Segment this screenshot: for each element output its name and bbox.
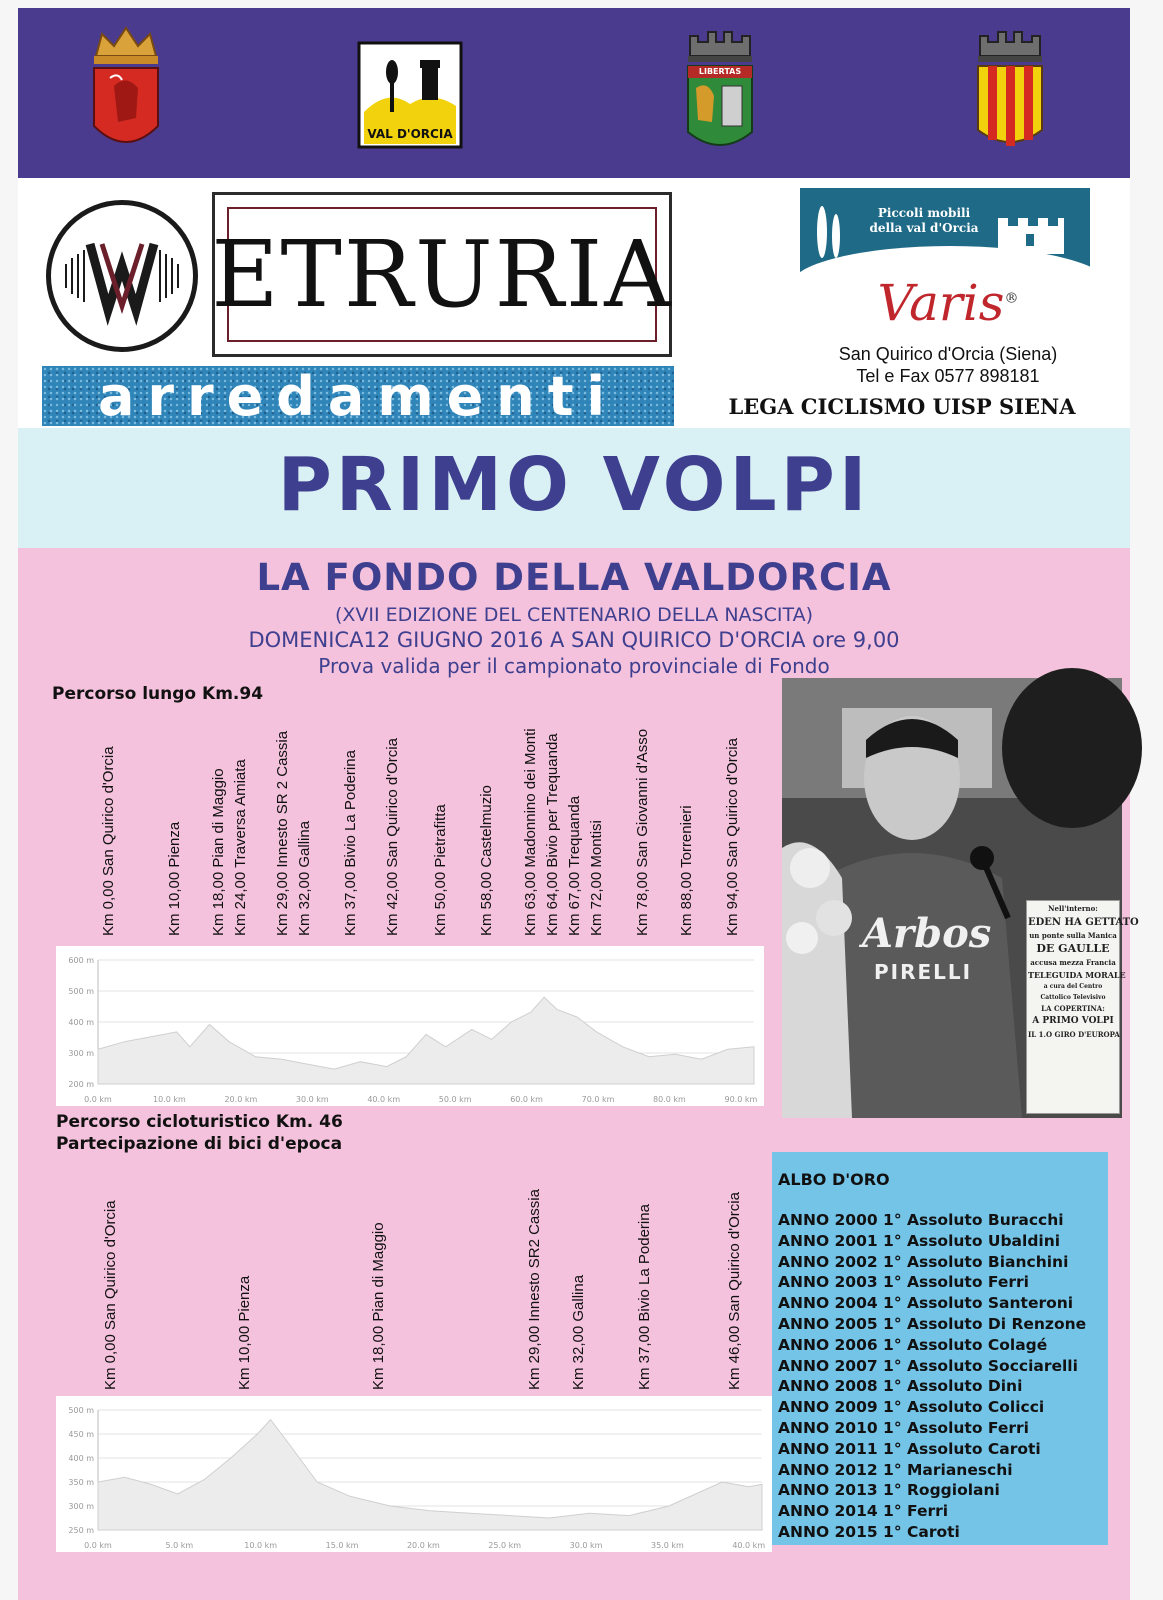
waypoint-label: Km 32,00 Gallina [570,1274,587,1390]
x-tick-label: 10.0 km [153,1095,186,1104]
newspaper-line: TELEGUIDA MORALE [1028,970,1126,981]
waypoint-label: Km 37,00 Bivio La Poderina [342,750,359,936]
jersey-text: Arbos [862,910,992,957]
valdorcia-logo [358,42,462,148]
event-edition: (XVII EDIZIONE DEL CENTENARIO DELLA NASCITA) [334,604,814,626]
albo-doro-entry: ANNO 2015 1° Caroti [778,1522,960,1541]
newspaper-line: IL 1.O GIRO D'EUROPA [1028,1029,1120,1039]
elevation-area [98,997,754,1084]
short-route-subheading: Partecipazione di bici d'epoca [56,1134,343,1154]
x-tick-label: 5.0 km [165,1541,194,1550]
albo-doro-entry: ANNO 2002 1° Assoluto Bianchini [778,1252,1069,1271]
varis-brand: Varis® [877,274,1019,332]
event-name: LA FONDO DELLA VALDORCIA [256,556,892,599]
y-tick-label: 400 m [68,1018,94,1027]
waypoint-label: Km 58,00 Castelmuzio [478,785,495,936]
y-tick-label: 300 m [68,1502,94,1511]
waypoint-label: Km 42,00 San Quirico d'Orcia [384,738,401,936]
short-route-profile [56,1396,772,1552]
waypoint-label: Km 67,00 Trequanda [566,795,583,936]
tower-lion-crest-icon [682,22,758,156]
arredamenti-text: arredamenti [97,364,619,428]
varis-tel: Tel e Fax 0577 898181 [856,366,1040,386]
short-route-heading: Percorso cicloturistico Km. 46 [56,1112,343,1132]
long-route-heading: Percorso lungo Km.94 [52,684,264,704]
albo-doro-entry: ANNO 2011 1° Assoluto Caroti [778,1439,1041,1458]
albo-doro-entry: ANNO 2012 1° Marianeschi [778,1460,1013,1479]
albo-doro-entry: ANNO 2004 1° Assoluto Santeroni [778,1294,1074,1313]
x-tick-label: 25.0 km [488,1541,522,1550]
jersey-sponsor: PIRELLI [874,960,973,984]
waypoint-label: Km 10,00 Pienza [236,1275,253,1390]
albo-doro-entry: ANNO 2007 1° Assoluto Socciarelli [778,1356,1078,1375]
crest-band [18,8,1130,178]
waypoint-label: Km 94,00 San Quirico d'Orcia [724,738,741,936]
albo-doro-entry: ANNO 2003 1° Assoluto Ferri [778,1273,1029,1292]
albo-doro-entry: ANNO 2005 1° Assoluto Di Renzone [778,1314,1087,1333]
x-tick-label: 30.0 km [295,1095,329,1104]
albo-doro-list [778,1210,1086,1543]
waypoint-label: Km 29,00 Innesto SR2 Cassia [526,1189,543,1390]
long-route-profile [56,946,764,1106]
waypoint-label: Km 64,00 Bivio per Trequanda [544,733,561,936]
waypoint-label: Km 72,00 Montisi [588,820,605,936]
waypoint-label: Km 0,00 San Quirico d'Orcia [100,746,117,936]
y-tick-label: 450 m [68,1430,94,1439]
albo-doro-entry: ANNO 2006 1° Assoluto Colagé [778,1335,1048,1354]
event-body [18,548,1139,1600]
varis-city: San Quirico d'Orcia (Siena) [838,344,1058,364]
x-tick-label: 50.0 km [438,1095,472,1104]
crest3-text: LIBERTAS [698,67,742,76]
albo-doro-box [772,1152,1108,1545]
sponsor-logo-area [18,178,1130,428]
varis-banner-line1: Piccoli mobili [877,206,971,220]
cypress-trees-icon [814,200,844,270]
albo-doro-entry: ANNO 2001 1° Assoluto Ubaldini [778,1231,1061,1250]
newspaper-line: a cura del Centro [1043,982,1103,990]
y-tick-label: 500 m [68,1406,94,1415]
title-band [18,428,1130,548]
newspaper-line: LA COPERTINA: [1041,1004,1105,1014]
newspaper-clipping [1026,900,1139,1114]
x-tick-label: 20.0 km [224,1095,258,1104]
etruria-logo-text: ETRURIA [211,221,673,328]
waypoint-label: Km 46,00 San Quirico d'Orcia [726,1192,743,1390]
event-date: DOMENICA12 GIUGNO 2016 A SAN QUIRICO D'ORCIA ore 9,00 [248,628,900,652]
event-note: Prova valida per il campionato provinciale di Fondo [318,654,830,678]
elevation-area [98,1420,762,1530]
x-tick-label: 20.0 km [406,1541,440,1550]
albo-doro-entry: ANNO 2014 1° Ferri [778,1502,949,1521]
y-tick-label: 250 m [68,1526,94,1535]
waypoint-label: Km 18,00 Pian di Maggio [370,1222,387,1390]
y-tick-label: 600 m [68,956,94,965]
page-title: PRIMO VOLPI [277,442,871,528]
x-tick-label: 40.0 km [367,1095,401,1104]
waypoint-label: Km 63,00 Madonnino dei Monti [522,728,539,936]
cyclist-photo [782,678,1139,1118]
x-tick-label: 10.0 km [244,1541,278,1550]
newspaper-line: accusa mezza Francia [1030,958,1116,968]
varis-banner-line2: della val d'Orcia [869,221,979,235]
y-tick-label: 200 m [68,1080,94,1089]
newspaper-line: Nell'interno: [1048,904,1098,913]
league-name: LEGA CICLISMO UISP SIENA [728,394,1076,419]
newspaper-line: A PRIMO VOLPI [1032,1015,1114,1026]
waypoint-label: Km 32,00 Gallina [296,820,313,936]
etruria-logo [212,192,672,357]
striped-crest-icon [972,22,1048,152]
waypoint-label: Km 0,00 San Quirico d'Orcia [102,1200,119,1390]
x-tick-label: 80.0 km [653,1095,686,1104]
y-tick-label: 400 m [68,1454,94,1463]
castle-tower-icon [996,204,1066,254]
x-tick-label: 70.0 km [581,1095,615,1104]
y-tick-label: 500 m [68,987,94,996]
waypoint-label: Km 29,00 Innesto SR 2 Cassia [274,730,291,936]
valdorcia-logo-text: VAL D'ORCIA [367,127,453,141]
x-tick-label: 60.0 km [510,1095,543,1104]
newspaper-line: EDEN HA GETTATO [1028,916,1139,928]
albo-doro-entry: ANNO 2009 1° Assoluto Colicci [778,1398,1045,1417]
newspaper-line: Cattolico Televisivo [1040,993,1106,1001]
waypoint-label: Km 18,00 Pian di Maggio [210,768,227,936]
albo-doro-title: ALBO D'ORO [778,1170,890,1189]
x-tick-label: 35.0 km [650,1541,684,1550]
x-tick-label: 0.0 km [84,1541,112,1550]
y-tick-label: 350 m [68,1478,94,1487]
newspaper-line: un ponte sulla Manica [1029,930,1117,940]
x-tick-label: 30.0 km [569,1541,603,1550]
x-tick-label: 40.0 km [732,1541,766,1550]
varis-banner [800,188,1090,284]
y-tick-label: 300 m [68,1049,94,1058]
short-route-elevation-chart [56,1396,772,1552]
long-route-elevation-chart [56,946,764,1106]
waypoint-label: Km 50,00 Pietrafitta [432,804,449,936]
x-tick-label: 90.0 km [724,1095,758,1104]
arredamenti-bar [42,366,674,426]
etruria-monogram-icon [46,200,198,352]
waypoint-label: Km 24,00 Traversa Amiata [232,759,249,936]
waypoint-label: Km 88,00 Torrenieri [678,805,695,936]
albo-doro-entry: ANNO 2010 1° Assoluto Ferri [778,1418,1029,1437]
albo-doro-entry: ANNO 2008 1° Assoluto Dini [778,1377,1023,1396]
x-tick-label: 0.0 km [84,1095,112,1104]
waypoint-label: Km 78,00 San Giovanni d'Asso [634,728,651,936]
waypoint-label: Km 37,00 Bivio La Poderina [636,1204,653,1390]
x-tick-label: 15.0 km [325,1541,359,1550]
albo-doro-entry: ANNO 2013 1° Roggiolani [778,1481,1000,1500]
albo-doro-entry: ANNO 2000 1° Assoluto Buracchi [778,1211,1064,1229]
newspaper-line: DE GAULLE [1036,942,1110,956]
waypoint-label: Km 10,00 Pienza [166,821,183,936]
crown-lion-crest-icon [88,26,164,156]
